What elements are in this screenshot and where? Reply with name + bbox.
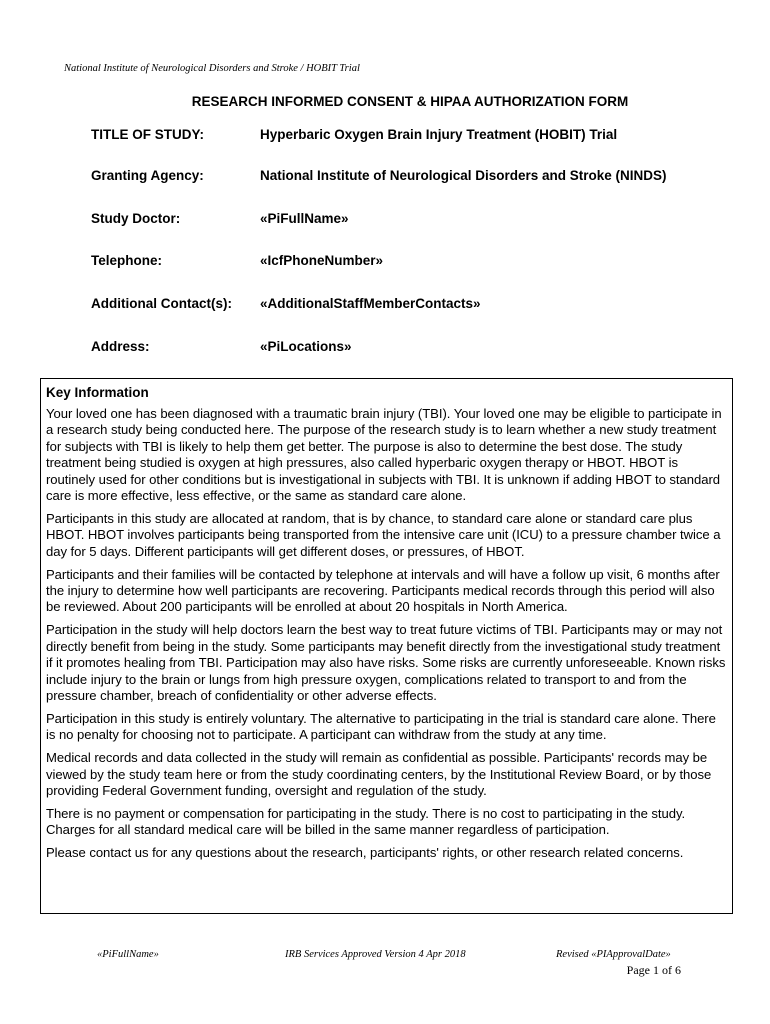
key-paragraph: Medical records and data collected in the study will remain as confidential as possible. Participants' records may be viewed by the study team here or from the study coordinating centers, by the Institutional Review Board, or by those providing Federal Government funding, oversight and regulation of the study.: [46, 750, 712, 799]
key-paragraph: Participants and their families will be contacted by telephone at intervals and will have a follow up visit, 6 months after the injury to determine how well participants are recovering. Participants medical records through this period will also be reviewed. About 200 participants will be enrolled at about 20 hospitals in North America.: [46, 566, 720, 615]
field-title-of-study: [91, 127, 617, 142]
field-value: «AdditionalStaffMemberContacts»: [260, 296, 481, 311]
field-label: Study Doctor:: [91, 211, 181, 226]
form-title: RESEARCH INFORMED CONSENT & HIPAA AUTHORIZATION FORM: [191, 94, 629, 109]
key-information-box: [40, 378, 733, 914]
running-header: National Institute of Neurological Disorders and Stroke / HOBIT Trial: [64, 63, 360, 74]
key-paragraph: Participation in the study will help doctors learn the best way to treat future victims of TBI. Participants may or may not directly benefit from being in the study. Some participants may benefit directly from the investigational study treatment if it promotes healing from TBI. Participation may also have risks. Some risks are currently unforeseeable. Known risks include injury to the brain or lungs from high pressure oxygen, complications related to transport to and from the pressure chamber, breach of confidentiality or other adverse effects.: [46, 622, 726, 703]
footer-pi-name: «PiFullName»: [97, 949, 159, 960]
field-study-doctor: [91, 211, 349, 226]
field-telephone: [91, 253, 383, 268]
key-paragraph: There is no payment or compensation for participating in the study. There is no cost to participating in the study. Charges for all standard medical care will be billed in the same manner regardless of participation.: [46, 805, 686, 838]
field-label: Telephone:: [91, 253, 163, 268]
field-label: TITLE OF STUDY:: [91, 127, 204, 142]
field-value: «PiLocations»: [260, 339, 352, 354]
field-value: «PiFullName»: [260, 211, 349, 226]
field-label: Additional Contact(s):: [91, 296, 232, 311]
field-label: Granting Agency:: [91, 168, 204, 183]
field-value: «IcfPhoneNumber»: [260, 253, 384, 268]
key-paragraph: Please contact us for any questions about the research, participants' rights, or other research related concerns.: [46, 845, 684, 861]
field-value: National Institute of Neurological Disorders and Stroke (NINDS): [260, 168, 667, 183]
field-address: [91, 339, 352, 354]
footer-revised-date: Revised «PIApprovalDate»: [556, 949, 671, 960]
key-information-heading: Key Information: [46, 385, 149, 400]
field-additional-contacts: [91, 296, 481, 311]
footer-irb-version: IRB Services Approved Version 4 Apr 2018: [285, 949, 466, 960]
field-granting-agency: [91, 168, 667, 183]
field-value: Hyperbaric Oxygen Brain Injury Treatment (HOBIT) Trial: [260, 127, 618, 142]
field-label: Address:: [91, 339, 150, 354]
key-paragraph: Your loved one has been diagnosed with a traumatic brain injury (TBI). Your loved one may be eligible to participate in a research study being conducted here. The purpose of the research study is to learn whether a new study treatment for subjects with TBI is likely to help them get better. The purpose is also to determine the best dose. The study treatment being studied is oxygen at high pressures, also called hyperbaric oxygen therapy or HBOT. HBOT is routinely used for other conditions but is investigational in subjects with TBI. It is unknown if adding HBOT to standard care is more effective, less effective, or the same as standard care alone.: [46, 406, 722, 504]
page-number: Page 1 of 6: [626, 963, 681, 977]
key-paragraph: Participants in this study are allocated at random, that is by chance, to standard care alone or standard care plus HBOT. HBOT involves participants being transported from the intensive care unit (ICU) to a pressure chamber twice a day for 5 days. Different participants will get different doses, or pressures, of HBOT.: [46, 510, 721, 559]
key-paragraph: Participation in this study is entirely voluntary. The alternative to participating in the trial is standard care alone. There is no penalty for choosing not to participate. A participant can withdraw from the study at any time.: [46, 710, 716, 743]
